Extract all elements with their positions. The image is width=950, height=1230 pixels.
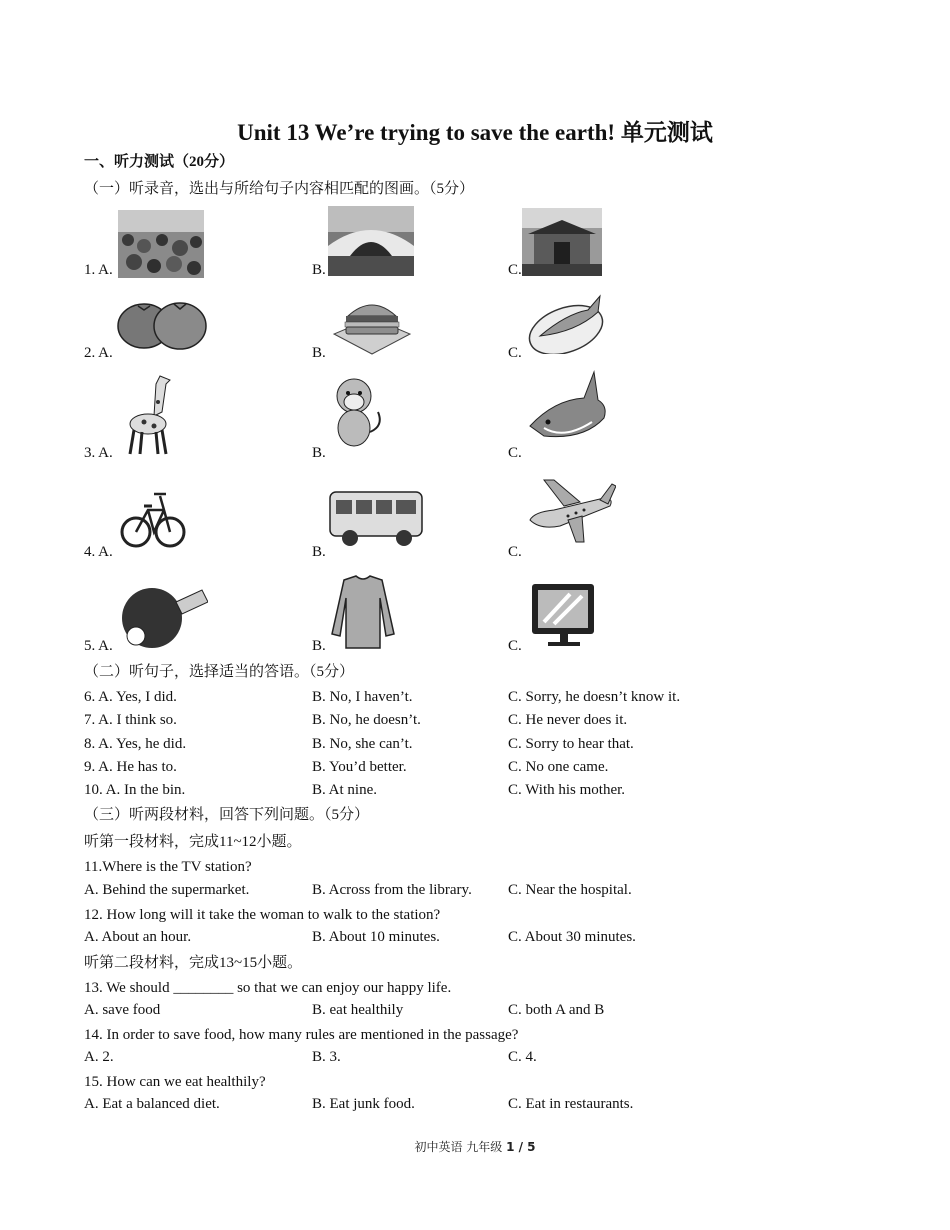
q14-option-a: A. 2. <box>84 1049 114 1065</box>
page-number: 1 / 5 <box>506 1140 536 1154</box>
section-heading-listening: 一、听力测试（20分） <box>84 154 235 170</box>
q3-option-c-label: C. <box>508 445 522 461</box>
q12-option-a: A. About an hour. <box>84 929 192 945</box>
q8-option-a: 8. A. Yes, he did. <box>84 736 187 752</box>
page-title: Unit 13 We’re trying to save the earth! 单元测试 <box>237 120 713 145</box>
q9-option-c: C. No one came. <box>508 759 609 775</box>
bus-icon <box>328 486 426 548</box>
hamburger-icon <box>330 294 414 356</box>
q2-label: 2. A. <box>84 345 113 361</box>
q1-option-c-label: C. <box>508 262 522 278</box>
q4-label: 4. A. <box>84 544 113 560</box>
q5-option-b-label: B. <box>312 638 326 654</box>
q6-option-b: B. No, I haven’t. <box>312 689 413 705</box>
q3-option-b-label: B. <box>312 445 326 461</box>
q8-option-c: C. Sorry to hear that. <box>508 736 634 752</box>
q3-label: 3. A. <box>84 445 113 461</box>
q13-option-c: C. both A and B <box>508 1002 605 1018</box>
q7-option-b: B. No, he doesn’t. <box>312 712 421 728</box>
q9-option-b: B. You’d better. <box>312 759 407 775</box>
sweater-icon <box>330 574 396 650</box>
bicycle-icon <box>120 476 186 552</box>
q12-text: 12. How long will it take the woman to walk to the station? <box>84 907 441 923</box>
q4-option-b-label: B. <box>312 544 326 560</box>
q12-option-c: C. About 30 minutes. <box>508 929 636 945</box>
q8-option-b: B. No, she can’t. <box>312 736 413 752</box>
q14-text: 14. In order to save food, how many rules are mentioned in the passage? <box>84 1027 519 1043</box>
q7-option-c: C. He never does it. <box>508 712 628 728</box>
lake-scene-icon <box>118 210 204 278</box>
q9-option-a: 9. A. He has to. <box>84 759 177 775</box>
q1-option-b-label: B. <box>312 262 326 278</box>
tomatoes-icon <box>114 298 210 350</box>
q7-option-a: 7. A. I think so. <box>84 712 177 728</box>
part3-group2-instruction: 听第二段材料，完成13~15小题。 <box>84 955 303 971</box>
q12-option-b: B. About 10 minutes. <box>312 929 440 945</box>
q14-option-c: C. 4. <box>508 1049 537 1065</box>
q11-option-c: C. Near the hospital. <box>508 882 632 898</box>
airplane-icon <box>524 476 616 546</box>
stone-bridge-icon <box>328 206 414 276</box>
q1-label: 1. A. <box>84 262 113 278</box>
page-footer <box>0 1138 950 1155</box>
q13-text: 13. We should ________ so that we can enjoy our happy life. <box>84 980 452 996</box>
shark-icon <box>524 370 610 446</box>
q10-option-c: C. With his mother. <box>508 782 626 798</box>
q15-text: 15. How can we eat healthily? <box>84 1074 266 1090</box>
q15-option-b: B. Eat junk food. <box>312 1096 415 1112</box>
part2-heading: （二）听句子，选择适当的答语。（5分） <box>84 664 355 680</box>
q11-option-a: A. Behind the supermarket. <box>84 882 250 898</box>
part3-heading: （三）听两段材料，回答下列问题。（5分） <box>84 807 370 823</box>
giraffe-icon <box>124 372 180 456</box>
footer-subject: 初中英语 九年级 <box>414 1140 507 1154</box>
q2-option-c-label: C. <box>508 345 522 361</box>
q5-option-c-label: C. <box>508 638 522 654</box>
part3-group1-instruction: 听第一段材料，完成11~12小题。 <box>84 834 302 850</box>
q13-option-b: B. eat healthily <box>312 1002 404 1018</box>
part1-heading: （一）听录音，选出与所给句子内容相匹配的图画。（5分） <box>84 181 475 197</box>
q5-label: 5. A. <box>84 638 113 654</box>
q15-option-a: A. Eat a balanced diet. <box>84 1096 220 1112</box>
q4-option-c-label: C. <box>508 544 522 560</box>
fish-on-plate-icon <box>526 290 608 354</box>
monkey-icon <box>330 376 386 452</box>
q15-option-c: C. Eat in restaurants. <box>508 1096 634 1112</box>
tv-monitor-icon <box>530 582 598 650</box>
temple-gate-icon <box>522 208 602 276</box>
q6-option-a: 6. A. Yes, I did. <box>84 689 177 705</box>
q11-option-b: B. Across from the library. <box>312 882 472 898</box>
q13-option-a: A. save food <box>84 1002 161 1018</box>
q6-option-c: C. Sorry, he doesn’t know it. <box>508 689 681 705</box>
q11-text: 11.Where is the TV station? <box>84 859 252 875</box>
ping-pong-paddle-icon <box>118 580 208 650</box>
q10-option-b: B. At nine. <box>312 782 378 798</box>
q10-option-a: 10. A. In the bin. <box>84 782 186 798</box>
q14-option-b: B. 3. <box>312 1049 341 1065</box>
q2-option-b-label: B. <box>312 345 326 361</box>
